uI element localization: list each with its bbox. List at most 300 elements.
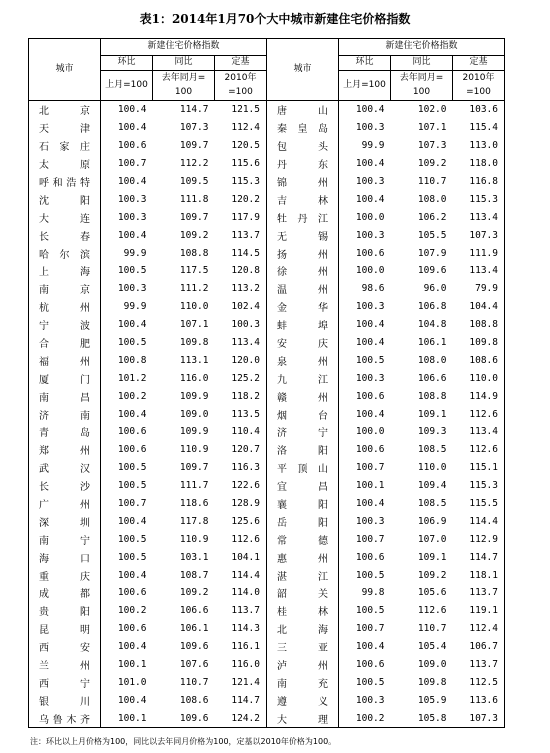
- base-cell: 121.4: [231, 676, 260, 688]
- table-row: [29, 691, 505, 709]
- mom-cell: 101.0: [117, 676, 147, 688]
- base-cell: 113.4: [453, 262, 505, 280]
- base-cell: 122.6: [231, 480, 260, 492]
- city-cell: 南充: [267, 674, 339, 692]
- mom-cell: 99.9: [123, 247, 147, 259]
- table-title: 表1：2014年1月70个大中城市新建住宅价格指数: [139, 12, 411, 26]
- city-cell: 南昌: [29, 387, 101, 405]
- yoy-cell: 109.6: [417, 265, 447, 277]
- base-cell: 113.7: [231, 229, 260, 241]
- yoy-cell: 105.4: [417, 641, 447, 653]
- table-row: [29, 477, 505, 495]
- city-cell: 昆明: [29, 620, 101, 638]
- base-cell: 104.1: [231, 551, 260, 563]
- base-cell: 114.3: [231, 623, 260, 635]
- yoy-sub1-right: 去年同月=: [391, 71, 453, 86]
- table-row: [29, 405, 505, 423]
- city-cell: 遵义: [267, 691, 339, 709]
- yoy-cell: 109.6: [153, 709, 215, 727]
- yoy-cell: 109.9: [179, 426, 209, 438]
- yoy-cell: 109.1: [417, 408, 447, 420]
- base-cell: 110.0: [453, 369, 505, 387]
- yoy-cell: 102.0: [391, 101, 453, 119]
- base-cell: 114.7: [453, 548, 505, 566]
- yoy-sub1-left: 去年同月=: [153, 71, 215, 86]
- mom-cell: 99.9: [361, 140, 385, 152]
- yoy-cell: 109.0: [179, 408, 209, 420]
- yoy-cell: 109.8: [179, 337, 209, 349]
- base-header-left: 定基: [215, 56, 267, 71]
- city-cell: 桂林: [267, 602, 339, 620]
- yoy-cell: 104.8: [417, 319, 447, 331]
- yoy-cell: 111.2: [179, 283, 209, 295]
- group-header-left: 新建住宅价格指数: [101, 39, 267, 56]
- city-cell: 哈尔滨: [29, 244, 101, 262]
- table-row: [29, 548, 505, 566]
- mom-cell: 100.6: [117, 444, 147, 456]
- base-cell: 125.2: [231, 372, 260, 384]
- base-cell: 120.5: [231, 140, 260, 152]
- mom-cell: 100.6: [117, 140, 147, 152]
- city-cell: 大连: [29, 208, 101, 226]
- yoy-cell: 118.6: [179, 498, 209, 510]
- base-cell: 115.1: [453, 459, 505, 477]
- base-cell: 128.9: [231, 498, 260, 510]
- yoy-sub2-right: 100: [391, 86, 453, 101]
- mom-cell: 100.4: [355, 319, 385, 331]
- yoy-cell: 105.5: [417, 229, 447, 241]
- base-cell: 106.7: [453, 638, 505, 656]
- base-cell: 112.6: [231, 533, 260, 545]
- base-cell: 117.9: [231, 211, 260, 223]
- table-row: [29, 495, 505, 513]
- yoy-cell: 110.0: [417, 462, 447, 474]
- table-row: [29, 441, 505, 459]
- mom-cell: 100.7: [117, 498, 147, 510]
- mom-cell: 100.6: [355, 390, 385, 402]
- city-cell: 烟台: [267, 405, 339, 423]
- mom-cell: 100.6: [117, 623, 147, 635]
- yoy-cell: 114.7: [153, 101, 215, 119]
- yoy-cell: 110.7: [417, 176, 447, 187]
- yoy-cell: 110.7: [179, 676, 209, 688]
- base-cell: 115.5: [453, 495, 505, 513]
- mom-cell: 100.7: [355, 462, 385, 474]
- base-sub2-right: =100: [453, 86, 505, 101]
- table-row: [29, 638, 505, 656]
- mom-sub-left: 上月=100: [101, 71, 153, 101]
- mom-cell: 100.5: [117, 551, 147, 563]
- table-row: [29, 351, 505, 369]
- table-row: [29, 674, 505, 692]
- city-cell: 赣州: [267, 387, 339, 405]
- base-cell: 125.6: [231, 515, 260, 527]
- base-cell: 118.1: [453, 566, 505, 584]
- mom-cell: 100.4: [117, 694, 147, 706]
- table-row: [29, 530, 505, 548]
- mom-cell: 100.5: [117, 533, 147, 545]
- city-cell: 上海: [29, 262, 101, 280]
- base-cell: 120.7: [231, 444, 260, 456]
- city-cell: 蚌埠: [267, 316, 339, 334]
- city-cell: 大理: [267, 709, 339, 727]
- city-cell: 长春: [29, 226, 101, 244]
- mom-cell: 100.5: [355, 569, 385, 581]
- table-row: [29, 298, 505, 316]
- group-header-right: 新建住宅价格指数: [339, 39, 505, 56]
- mom-cell: 100.3: [355, 372, 385, 384]
- base-cell: 116.0: [231, 659, 260, 671]
- mom-cell: 100.4: [101, 101, 153, 119]
- mom-cell: 100.4: [117, 515, 147, 527]
- base-cell: 115.3: [231, 176, 260, 187]
- yoy-cell: 109.1: [417, 551, 447, 563]
- city-cell: 扬州: [267, 244, 339, 262]
- mom-cell: 100.6: [355, 444, 385, 456]
- yoy-cell: 106.2: [417, 211, 447, 223]
- base-cell: 114.5: [231, 247, 260, 259]
- city-cell: 无锡: [267, 226, 339, 244]
- yoy-cell: 109.6: [179, 641, 209, 653]
- mom-cell: 100.3: [117, 211, 147, 223]
- mom-header-left: 环比: [101, 56, 153, 71]
- mom-cell: 100.2: [339, 709, 391, 727]
- city-cell: 银川: [29, 691, 101, 709]
- mom-cell: 100.5: [355, 354, 385, 366]
- base-cell: 118.0: [453, 155, 505, 173]
- yoy-cell: 108.6: [179, 694, 209, 706]
- table-row: [29, 423, 505, 441]
- base-cell: 113.4: [231, 337, 260, 349]
- base-cell: 114.4: [231, 569, 260, 581]
- table-row: [29, 387, 505, 405]
- base-cell: 121.5: [215, 101, 267, 119]
- yoy-cell: 110.0: [179, 301, 209, 313]
- yoy-cell: 109.2: [417, 569, 447, 581]
- yoy-cell: 107.3: [179, 122, 209, 134]
- base-sub1-left: 2010年: [215, 71, 267, 86]
- city-cell: 杭州: [29, 298, 101, 316]
- base-cell: 112.6: [453, 441, 505, 459]
- city-header-right: 城市: [267, 39, 339, 101]
- mom-cell: 100.7: [117, 158, 147, 170]
- base-cell: 107.3: [453, 709, 505, 727]
- yoy-cell: 107.1: [417, 122, 447, 134]
- city-cell: 唐山: [267, 101, 339, 119]
- city-cell: 乌鲁木齐: [29, 709, 101, 727]
- mom-cell: 98.6: [361, 283, 385, 295]
- city-cell: 成都: [29, 584, 101, 602]
- base-cell: 107.3: [453, 226, 505, 244]
- table-row: [29, 656, 505, 674]
- table-row: [29, 512, 505, 530]
- city-cell: 太原: [29, 155, 101, 173]
- base-cell: 113.5: [231, 408, 260, 420]
- base-cell: 115.6: [231, 158, 260, 170]
- mom-cell: 100.4: [355, 158, 385, 170]
- mom-sub-right: 上月=100: [339, 71, 391, 101]
- city-cell: 武汉: [29, 459, 101, 477]
- yoy-cell: 110.9: [179, 533, 209, 545]
- city-cell: 洛阳: [267, 441, 339, 459]
- city-cell: 温州: [267, 280, 339, 298]
- base-cell: 104.4: [453, 298, 505, 316]
- city-cell: 丹东: [267, 155, 339, 173]
- city-cell: 岳阳: [267, 512, 339, 530]
- mom-cell: 100.4: [117, 641, 147, 653]
- mom-cell: 100.4: [355, 498, 385, 510]
- yoy-header-right: 同比: [391, 56, 453, 71]
- city-cell: 广州: [29, 495, 101, 513]
- yoy-cell: 116.0: [179, 372, 209, 384]
- base-cell: 120.8: [231, 265, 260, 277]
- mom-cell: 100.0: [355, 426, 385, 438]
- mom-cell: 100.4: [355, 408, 385, 420]
- yoy-sub2-left: 100: [153, 86, 215, 101]
- table-row: [29, 602, 505, 620]
- city-cell: 安庆: [267, 334, 339, 352]
- base-cell: 119.1: [453, 602, 505, 620]
- yoy-cell: 107.0: [417, 533, 447, 545]
- yoy-cell: 96.0: [423, 283, 447, 295]
- yoy-cell: 109.5: [179, 176, 209, 187]
- city-cell: 西安: [29, 638, 101, 656]
- yoy-cell: 108.7: [179, 569, 209, 581]
- mom-cell: 100.0: [355, 211, 385, 223]
- city-cell: 北海: [267, 620, 339, 638]
- city-cell: 厦门: [29, 369, 101, 387]
- table-body: [29, 101, 505, 728]
- base-cell: 118.2: [231, 390, 260, 402]
- mom-cell: 100.5: [117, 265, 147, 277]
- yoy-cell: 111.7: [179, 480, 209, 492]
- mom-cell: 100.4: [117, 229, 147, 241]
- base-cell: 114.9: [453, 387, 505, 405]
- mom-header-right: 环比: [339, 56, 391, 71]
- yoy-cell: 107.6: [179, 659, 209, 671]
- city-cell: 天津: [29, 119, 101, 137]
- mom-cell: 100.2: [117, 390, 147, 402]
- city-cell: 南京: [29, 280, 101, 298]
- city-cell: 西宁: [29, 674, 101, 692]
- mom-cell: 100.4: [339, 101, 391, 119]
- mom-cell: 100.3: [355, 122, 385, 134]
- mom-cell: 101.2: [117, 372, 147, 384]
- city-cell: 石家庄: [29, 137, 101, 155]
- yoy-cell: 108.0: [417, 193, 447, 205]
- yoy-cell: 106.1: [417, 337, 447, 349]
- yoy-cell: 109.2: [179, 587, 209, 599]
- table-row: [29, 190, 505, 208]
- yoy-cell: 109.8: [417, 676, 447, 688]
- base-cell: 110.4: [231, 426, 260, 438]
- mom-cell: 100.4: [117, 569, 147, 581]
- yoy-cell: 109.3: [417, 426, 447, 438]
- base-sub1-right: 2010年: [453, 71, 505, 86]
- mom-cell: 100.4: [355, 193, 385, 205]
- city-cell: 长沙: [29, 477, 101, 495]
- city-cell: 常德: [267, 530, 339, 548]
- mom-cell: 100.1: [117, 659, 147, 671]
- table-row: [29, 709, 505, 727]
- yoy-cell: 106.9: [417, 515, 447, 527]
- base-cell: 112.4: [231, 122, 260, 134]
- mom-cell: 100.4: [117, 122, 147, 134]
- yoy-cell: 103.1: [179, 551, 209, 563]
- base-cell: 115.4: [453, 119, 505, 137]
- mom-cell: 100.5: [355, 605, 385, 617]
- yoy-cell: 117.5: [179, 265, 209, 277]
- yoy-cell: 108.5: [417, 444, 447, 456]
- base-cell: 114.0: [231, 587, 260, 599]
- city-cell: 九江: [267, 369, 339, 387]
- table-footnote: 注：环比以上月价格为100，同比以去年同月价格为100，定基以2010年价格为100。: [30, 737, 337, 746]
- base-cell: 112.4: [453, 620, 505, 638]
- city-cell: 吉林: [267, 190, 339, 208]
- city-cell: 南宁: [29, 530, 101, 548]
- table-row: [29, 137, 505, 155]
- base-cell: 114.7: [231, 694, 260, 706]
- city-cell: 呼和浩特: [29, 173, 101, 191]
- city-cell: 襄阳: [267, 495, 339, 513]
- base-cell: 124.2: [215, 709, 267, 727]
- mom-cell: 100.5: [117, 480, 147, 492]
- table-row: [29, 226, 505, 244]
- city-cell: 包头: [267, 137, 339, 155]
- city-cell: 韶关: [267, 584, 339, 602]
- base-cell: 120.2: [231, 193, 260, 205]
- table-row: [29, 173, 505, 191]
- yoy-cell: 109.7: [179, 211, 209, 223]
- mom-cell: 100.8: [117, 354, 147, 366]
- mom-cell: 100.7: [355, 623, 385, 635]
- table-row: [29, 316, 505, 334]
- yoy-cell: 109.2: [417, 158, 447, 170]
- city-cell: 沈阳: [29, 190, 101, 208]
- base-cell: 113.7: [231, 605, 260, 617]
- city-cell: 贵阳: [29, 602, 101, 620]
- yoy-header-left: 同比: [153, 56, 215, 71]
- table-row: [29, 566, 505, 584]
- yoy-cell: 105.9: [417, 694, 447, 706]
- base-cell: 100.3: [231, 319, 260, 331]
- yoy-cell: 107.9: [417, 247, 447, 259]
- city-cell: 济南: [29, 405, 101, 423]
- city-cell: 宜昌: [267, 477, 339, 495]
- yoy-cell: 109.7: [179, 140, 209, 152]
- mom-cell: 100.1: [355, 480, 385, 492]
- city-cell: 惠州: [267, 548, 339, 566]
- yoy-cell: 107.3: [417, 140, 447, 152]
- mom-cell: 100.5: [117, 462, 147, 474]
- yoy-cell: 108.8: [179, 247, 209, 259]
- mom-cell: 100.6: [117, 587, 147, 599]
- city-cell: 秦皇岛: [267, 119, 339, 137]
- mom-cell: 100.3: [117, 283, 147, 295]
- city-cell: 北京: [29, 101, 101, 119]
- mom-cell: 100.1: [101, 709, 153, 727]
- yoy-cell: 106.6: [179, 605, 209, 617]
- yoy-cell: 109.0: [417, 659, 447, 671]
- yoy-cell: 106.1: [179, 623, 209, 635]
- base-cell: 79.9: [453, 280, 505, 298]
- city-cell: 济宁: [267, 423, 339, 441]
- table-row: [29, 119, 505, 137]
- table-row: [29, 101, 505, 119]
- table-row: [29, 459, 505, 477]
- yoy-cell: 106.8: [417, 301, 447, 313]
- base-cell: 112.5: [453, 674, 505, 692]
- city-cell: 宁波: [29, 316, 101, 334]
- city-cell: 泉州: [267, 351, 339, 369]
- city-cell: 郑州: [29, 441, 101, 459]
- yoy-cell: 113.1: [179, 354, 209, 366]
- yoy-cell: 109.2: [179, 229, 209, 241]
- city-cell: 青岛: [29, 423, 101, 441]
- base-cell: 112.9: [453, 530, 505, 548]
- base-cell: 113.6: [453, 691, 505, 709]
- base-cell: 115.3: [453, 190, 505, 208]
- base-cell: 115.3: [453, 477, 505, 495]
- base-sub2-left: =100: [215, 86, 267, 101]
- base-cell: 109.8: [453, 334, 505, 352]
- table-row: [29, 334, 505, 352]
- mom-cell: 100.3: [355, 301, 385, 313]
- city-cell: 金华: [267, 298, 339, 316]
- city-cell: 徐州: [267, 262, 339, 280]
- mom-cell: 100.3: [355, 176, 385, 187]
- base-cell: 108.6: [453, 351, 505, 369]
- price-index-table: [28, 38, 505, 728]
- yoy-cell: 112.2: [179, 158, 209, 170]
- city-cell: 泸州: [267, 656, 339, 674]
- city-cell: 三亚: [267, 638, 339, 656]
- table-row: [29, 208, 505, 226]
- mom-cell: 100.6: [355, 551, 385, 563]
- city-cell: 海口: [29, 548, 101, 566]
- base-cell: 102.4: [231, 301, 260, 313]
- base-cell: 111.9: [453, 244, 505, 262]
- base-cell: 112.6: [453, 405, 505, 423]
- base-cell: 103.6: [453, 101, 505, 119]
- city-cell: 平顶山: [267, 459, 339, 477]
- base-header-right: 定基: [453, 56, 505, 71]
- mom-cell: 100.4: [117, 408, 147, 420]
- yoy-cell: 109.4: [417, 480, 447, 492]
- city-header-left: 城市: [29, 39, 101, 101]
- yoy-cell: 111.8: [179, 193, 209, 205]
- table-row: [29, 244, 505, 262]
- mom-cell: 100.3: [355, 229, 385, 241]
- yoy-cell: 110.9: [179, 444, 209, 456]
- city-cell: 重庆: [29, 566, 101, 584]
- city-cell: 合肥: [29, 334, 101, 352]
- base-cell: 116.3: [231, 462, 260, 474]
- base-cell: 114.4: [453, 512, 505, 530]
- yoy-cell: 109.7: [179, 462, 209, 474]
- base-cell: 108.8: [453, 316, 505, 334]
- mom-cell: 100.7: [355, 533, 385, 545]
- mom-cell: 100.0: [355, 265, 385, 277]
- mom-cell: 100.4: [117, 176, 147, 187]
- yoy-cell: 108.0: [417, 354, 447, 366]
- city-cell: 牡丹江: [267, 208, 339, 226]
- yoy-cell: 106.6: [417, 372, 447, 384]
- mom-cell: 100.6: [355, 659, 385, 671]
- yoy-cell: 109.9: [179, 390, 209, 402]
- mom-cell: 99.9: [123, 301, 147, 313]
- table-row: [29, 369, 505, 387]
